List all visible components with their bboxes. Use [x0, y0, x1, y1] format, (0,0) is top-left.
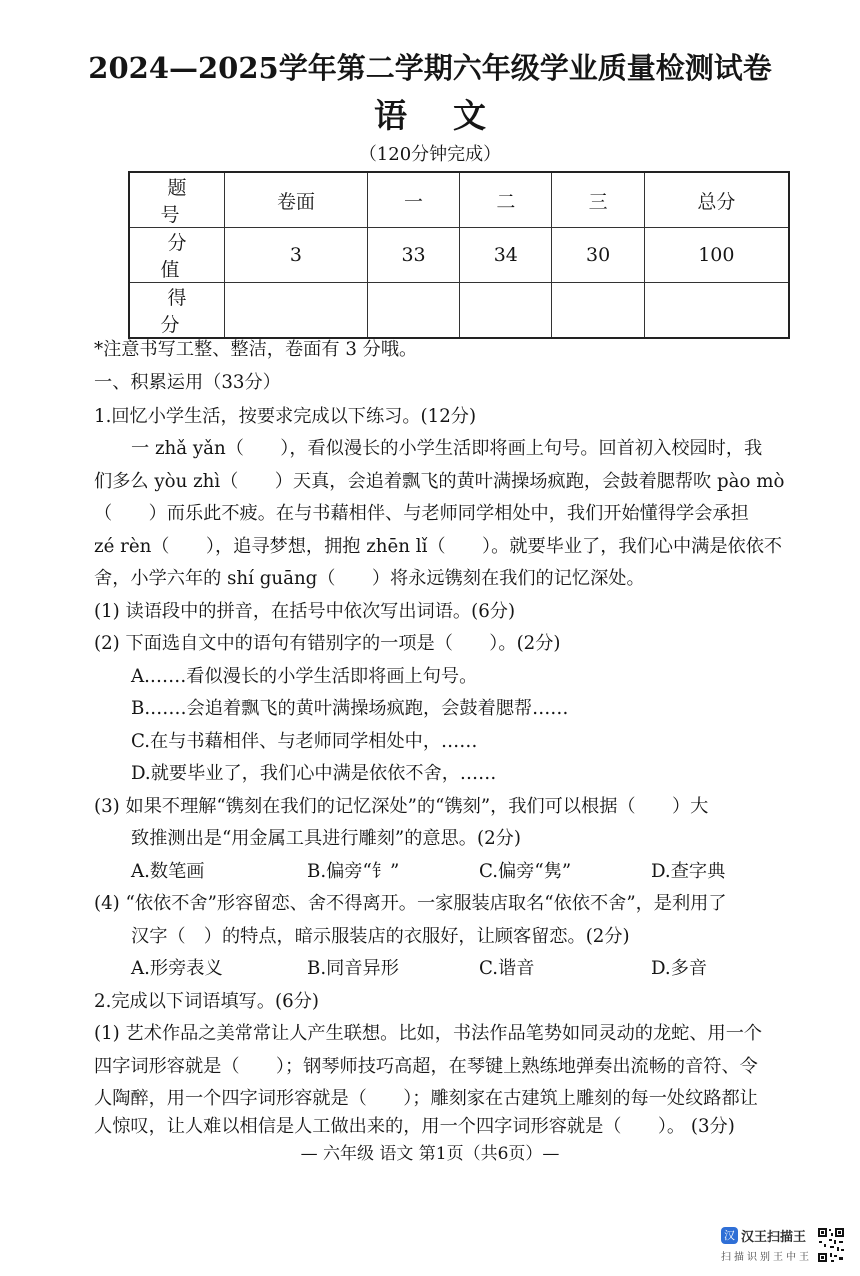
- page-footer: — 六年级 语文 第1页（共6页）—: [300, 1144, 560, 1164]
- score-input-cell[interactable]: [460, 283, 552, 339]
- question-2-stem: 2.完成以下词语填写。(6分): [94, 991, 319, 1012]
- column-header: 三: [552, 172, 644, 228]
- passage-line: 舍，小学六年的 shí guāng（ ）将永远镌刻在我们的记忆深处。: [94, 568, 645, 589]
- option-c: C.在与书藉相伴、与老师同学相处中，……: [131, 731, 478, 752]
- qr-code-icon: [817, 1227, 845, 1263]
- score-input-cell[interactable]: [225, 283, 368, 339]
- table-row: [129, 172, 789, 228]
- sub-question-3-cont: 致推测出是“用金属工具进行雕刻”的意思。(2分): [131, 828, 521, 849]
- score-input-cell[interactable]: [644, 283, 789, 339]
- option-a: A.形旁表义: [131, 958, 223, 979]
- option-a: A.数笔画: [131, 861, 205, 882]
- scanner-watermark: [721, 1227, 841, 1269]
- row-header: 题 号: [129, 172, 225, 228]
- passage-line: zé rèn（ ），追寻梦想，拥抱 zhēn lǐ（ ）。就要毕业了，我们心中满是依依不: [94, 536, 783, 557]
- score-input-cell[interactable]: [552, 283, 644, 339]
- passage-line: （ ）而乐此不疲。在与书藉相伴、与老师同学相处中，我们开始懂得学会承担: [94, 503, 749, 524]
- column-header: 一: [367, 172, 459, 228]
- exam-duration: （120分钟完成）: [358, 144, 502, 165]
- writing-note: *注意书写工整、整洁，卷面有 3 分哦。: [94, 339, 418, 360]
- option-d: D.就要毕业了，我们心中满是依依不舍，……: [131, 763, 497, 784]
- column-header: 二: [460, 172, 552, 228]
- row-header: 分 值: [129, 228, 225, 283]
- option-d: D.查字典: [651, 861, 726, 882]
- subject-title: 语文: [374, 96, 532, 135]
- option-d: D.多音: [651, 958, 708, 979]
- option-b: B.偏旁“钅”: [307, 861, 400, 882]
- option-b: B.同音异形: [307, 958, 399, 979]
- score-value: 33: [367, 228, 459, 283]
- q2-line: (1) 艺术作品之美常常让人产生联想。比如，书法作品笔势如同灵动的龙蛇、用一个: [94, 1023, 763, 1044]
- option-b: B.……会追着飘飞的黄叶满操场疯跑，会鼓着腮帮……: [131, 698, 569, 719]
- passage-line: 们多么 yòu zhì（ ）天真，会追着飘飞的黄叶满操场疯跑，会鼓着腮帮吹 pào mò: [94, 471, 785, 492]
- question-1-stem: 1.回忆小学生活，按要求完成以下练习。(12分): [94, 406, 477, 427]
- sub-question-3: (3) 如果不理解“镌刻在我们的记忆深处”的“镌刻”，我们可以根据（ ）大: [94, 796, 709, 817]
- watermark-slogan: 扫描识别王中王: [721, 1252, 812, 1263]
- q2-line: 四字词形容就是（ ）；钢琴师技巧高超，在琴键上熟练地弹奏出流畅的音符、令: [94, 1056, 758, 1077]
- watermark-name: 汉王扫描王: [741, 1230, 807, 1245]
- sub-question-1: (1) 读语段中的拼音，在括号中依次写出词语。(6分): [94, 601, 516, 622]
- passage-line: 一 zhǎ yǎn（ ），看似漫长的小学生活即将画上句号。回首初入校园时，我: [131, 438, 763, 459]
- exam-title: 2024—2025学年第二学期六年级学业质量检测试卷: [88, 51, 772, 85]
- score-value: 3: [225, 228, 368, 283]
- score-value: 30: [552, 228, 644, 283]
- q2-line: 人惊叹，让人难以相信是人工做出来的，用一个四字词形容就是（ ）。 (3分): [94, 1116, 735, 1137]
- table-row: [129, 228, 789, 283]
- row-header: 得 分: [129, 283, 225, 339]
- score-input-cell[interactable]: [367, 283, 459, 339]
- option-a: A.……看似漫长的小学生活即将画上句号。: [131, 666, 478, 687]
- option-c: C.偏旁“隽”: [479, 861, 572, 882]
- sub-question-2: (2) 下面选自文中的语句有错别字的一项是（ ）。(2分): [94, 633, 561, 654]
- column-header: 卷面: [225, 172, 368, 228]
- sub-question-4-cont: 汉字（ ）的特点，暗示服装店的衣服好，让顾客留恋。(2分): [131, 926, 630, 947]
- score-value: 100: [644, 228, 789, 283]
- score-table: [128, 171, 790, 339]
- q2-line: 人陶醉，用一个四字词形容就是（ ）；雕刻家在古建筑上雕刻的每一处纹路都让: [94, 1088, 758, 1109]
- option-c: C.谐音: [479, 958, 535, 979]
- scanner-logo-icon: 汉: [721, 1227, 738, 1244]
- sub-question-4: (4) “依依不舍”形容留恋、舍不得离开。一家服装店取名“依依不舍”，是利用了: [94, 893, 727, 914]
- section-heading: 一、积累运用（33分）: [94, 372, 281, 393]
- score-value: 34: [460, 228, 552, 283]
- table-row: [129, 283, 789, 339]
- column-header: 总分: [644, 172, 789, 228]
